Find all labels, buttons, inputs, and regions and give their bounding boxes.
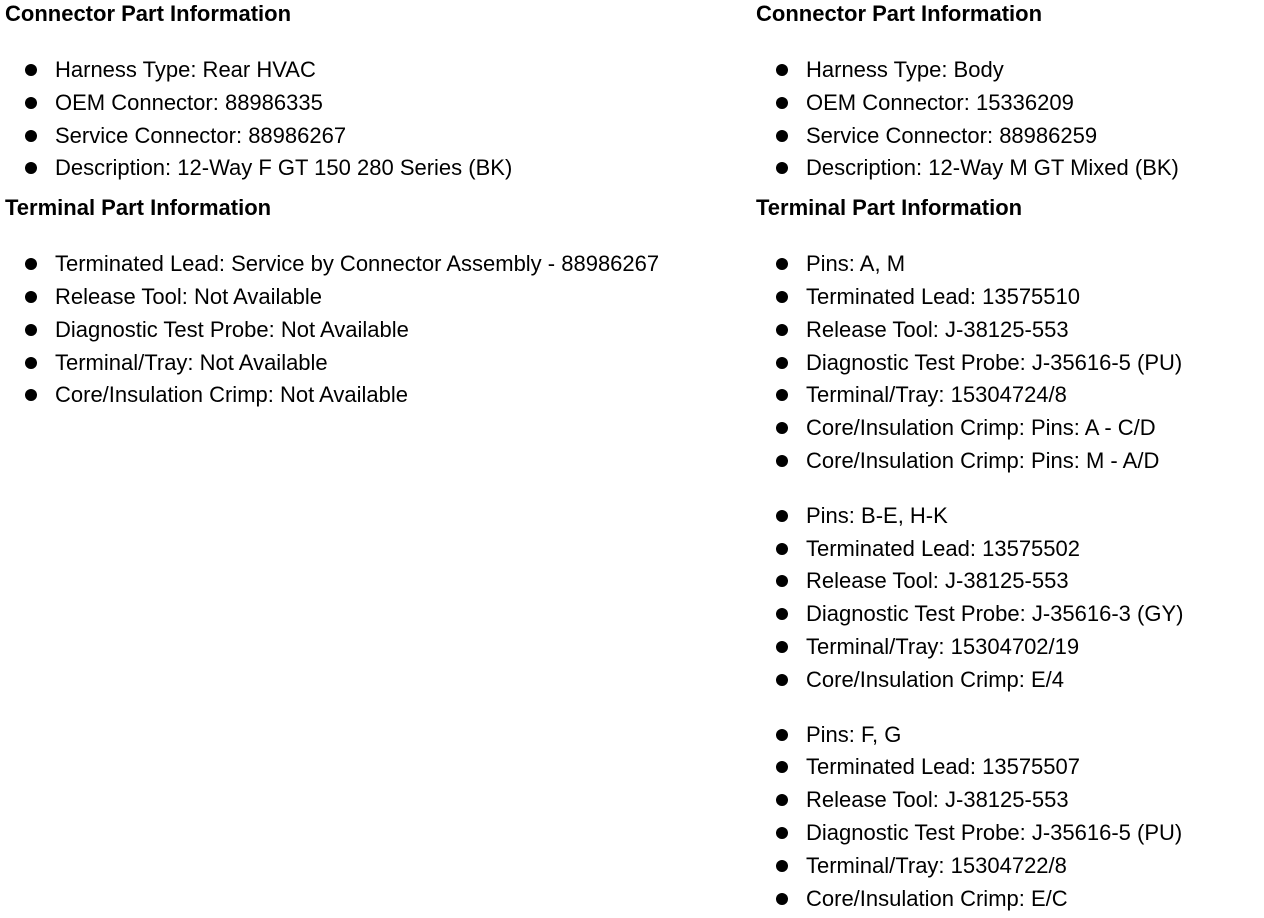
bullet-icon bbox=[776, 422, 788, 434]
bullet-icon bbox=[25, 162, 37, 174]
bullet-icon bbox=[776, 455, 788, 467]
bullet-icon bbox=[776, 64, 788, 76]
list-item bbox=[5, 120, 750, 153]
list-item bbox=[756, 281, 1261, 314]
list-item-text: Diagnostic Test Probe: J-35616-5 (PU) bbox=[806, 819, 1183, 845]
bullet-icon bbox=[776, 641, 788, 653]
list-item-text: Release Tool: J-38125-553 bbox=[806, 787, 1069, 813]
connector-part-list bbox=[5, 54, 750, 185]
bullet-icon bbox=[776, 860, 788, 872]
connector-part-heading: Connector Part Information bbox=[5, 1, 292, 26]
list-item bbox=[5, 248, 750, 281]
list-item-text: Core/Insulation Crimp: Pins: M - A/D bbox=[806, 447, 1160, 473]
list-item bbox=[756, 850, 1261, 883]
bullet-icon bbox=[776, 291, 788, 303]
list-item-text: Core/Insulation Crimp: E/4 bbox=[806, 666, 1064, 692]
list-item-text: OEM Connector: 88986335 bbox=[55, 89, 323, 115]
list-item bbox=[756, 314, 1261, 347]
list-item-text: OEM Connector: 15336209 bbox=[806, 89, 1074, 115]
list-item-text: Core/Insulation Crimp: Not Available bbox=[55, 382, 408, 408]
list-item-text: Diagnostic Test Probe: J-35616-3 (GY) bbox=[806, 601, 1184, 627]
list-item bbox=[756, 565, 1261, 598]
bullet-icon bbox=[25, 258, 37, 270]
list-item-text: Release Tool: J-38125-553 bbox=[806, 316, 1069, 342]
bullet-icon bbox=[25, 357, 37, 369]
list-item-text: Terminated Lead: 13575502 bbox=[806, 535, 1080, 561]
list-item bbox=[756, 817, 1261, 850]
list-item bbox=[756, 598, 1261, 631]
bullet-icon bbox=[776, 761, 788, 773]
list-item-text: Harness Type: Rear HVAC bbox=[55, 57, 316, 82]
list-item bbox=[756, 248, 1261, 281]
list-item-text: Terminal/Tray: 15304702/19 bbox=[806, 633, 1080, 659]
list-item-text: Terminated Lead: Service by Connector Assembly - 88986267 bbox=[55, 251, 660, 277]
bullet-icon bbox=[776, 674, 788, 686]
list-item-text: Diagnostic Test Probe: J-35616-5 (PU) bbox=[806, 349, 1183, 375]
bullet-icon bbox=[776, 258, 788, 270]
list-item-text: Core/Insulation Crimp: Pins: A - C/D bbox=[806, 415, 1156, 441]
connector-part-heading: Connector Part Information bbox=[756, 1, 1043, 26]
bullet-icon bbox=[776, 543, 788, 555]
bullet-icon bbox=[776, 575, 788, 587]
bullet-icon bbox=[25, 389, 37, 401]
terminal-group-list bbox=[756, 719, 1261, 916]
list-item bbox=[756, 152, 1261, 185]
list-item-text: Release Tool: Not Available bbox=[55, 283, 323, 309]
list-item-text: Terminal/Tray: 15304722/8 bbox=[806, 852, 1067, 878]
list-item-text: Pins: A, M bbox=[806, 251, 906, 277]
connector-part-list bbox=[756, 54, 1261, 185]
list-item bbox=[756, 751, 1261, 784]
list-item bbox=[5, 314, 750, 347]
bullet-icon bbox=[776, 794, 788, 806]
list-item bbox=[756, 784, 1261, 817]
list-item bbox=[756, 412, 1261, 445]
list-item bbox=[756, 347, 1261, 380]
bullet-icon bbox=[776, 389, 788, 401]
list-item bbox=[756, 664, 1261, 697]
bullet-icon bbox=[25, 291, 37, 303]
bullet-icon bbox=[776, 893, 788, 905]
list-item-text: Core/Insulation Crimp: E/C bbox=[806, 885, 1068, 911]
terminal-group-list bbox=[756, 500, 1261, 697]
bullet-icon bbox=[776, 357, 788, 369]
terminal-part-list bbox=[5, 248, 750, 412]
left-column bbox=[5, 0, 750, 412]
list-item-text: Release Tool: J-38125-553 bbox=[806, 568, 1069, 594]
list-item-text: Terminated Lead: 13575507 bbox=[806, 754, 1080, 780]
list-item-text: Diagnostic Test Probe: Not Available bbox=[55, 316, 409, 342]
bullet-icon bbox=[776, 608, 788, 620]
list-item-text: Service Connector: 88986267 bbox=[55, 122, 347, 148]
bullet-icon bbox=[776, 162, 788, 174]
list-item bbox=[756, 54, 1261, 87]
list-item bbox=[756, 500, 1261, 533]
list-item-text: Description: 12-Way F GT 150 280 Series (BK) bbox=[55, 155, 513, 181]
list-item-text: Terminal/Tray: 15304724/8 bbox=[806, 382, 1067, 408]
bullet-icon bbox=[776, 97, 788, 109]
bullet-icon bbox=[776, 510, 788, 522]
terminal-part-heading: Terminal Part Information bbox=[756, 195, 1023, 221]
list-item bbox=[756, 379, 1261, 412]
list-item bbox=[5, 87, 750, 120]
list-item bbox=[756, 883, 1261, 916]
list-item bbox=[756, 120, 1261, 153]
list-item bbox=[5, 347, 750, 380]
bullet-icon bbox=[25, 64, 37, 76]
list-item bbox=[5, 152, 750, 185]
list-item bbox=[756, 533, 1261, 566]
list-item bbox=[5, 54, 750, 87]
bullet-icon bbox=[776, 324, 788, 336]
terminal-part-heading: Terminal Part Information bbox=[5, 195, 272, 221]
bullet-icon bbox=[25, 97, 37, 109]
right-column bbox=[756, 0, 1261, 915]
list-item bbox=[756, 631, 1261, 664]
bullet-icon bbox=[25, 130, 37, 142]
bullet-icon bbox=[25, 324, 37, 336]
list-item-text: Terminated Lead: 13575510 bbox=[806, 283, 1080, 309]
list-item-text: Harness Type: Body bbox=[806, 57, 1004, 82]
list-item-text: Service Connector: 88986259 bbox=[806, 122, 1098, 148]
list-item bbox=[5, 379, 750, 412]
list-item-text: Description: 12-Way M GT Mixed (BK) bbox=[806, 155, 1179, 181]
list-item bbox=[5, 281, 750, 314]
bullet-icon bbox=[776, 130, 788, 142]
bullet-icon bbox=[776, 729, 788, 741]
list-item-text: Terminal/Tray: Not Available bbox=[55, 349, 328, 375]
list-item bbox=[756, 445, 1261, 478]
list-item bbox=[756, 719, 1261, 752]
terminal-group-list bbox=[756, 248, 1261, 478]
terminal-part-groups bbox=[756, 248, 1261, 915]
list-item-text: Pins: B-E, H-K bbox=[806, 502, 948, 528]
list-item bbox=[756, 87, 1261, 120]
list-item-text: Pins: F, G bbox=[806, 721, 902, 747]
bullet-icon bbox=[776, 827, 788, 839]
